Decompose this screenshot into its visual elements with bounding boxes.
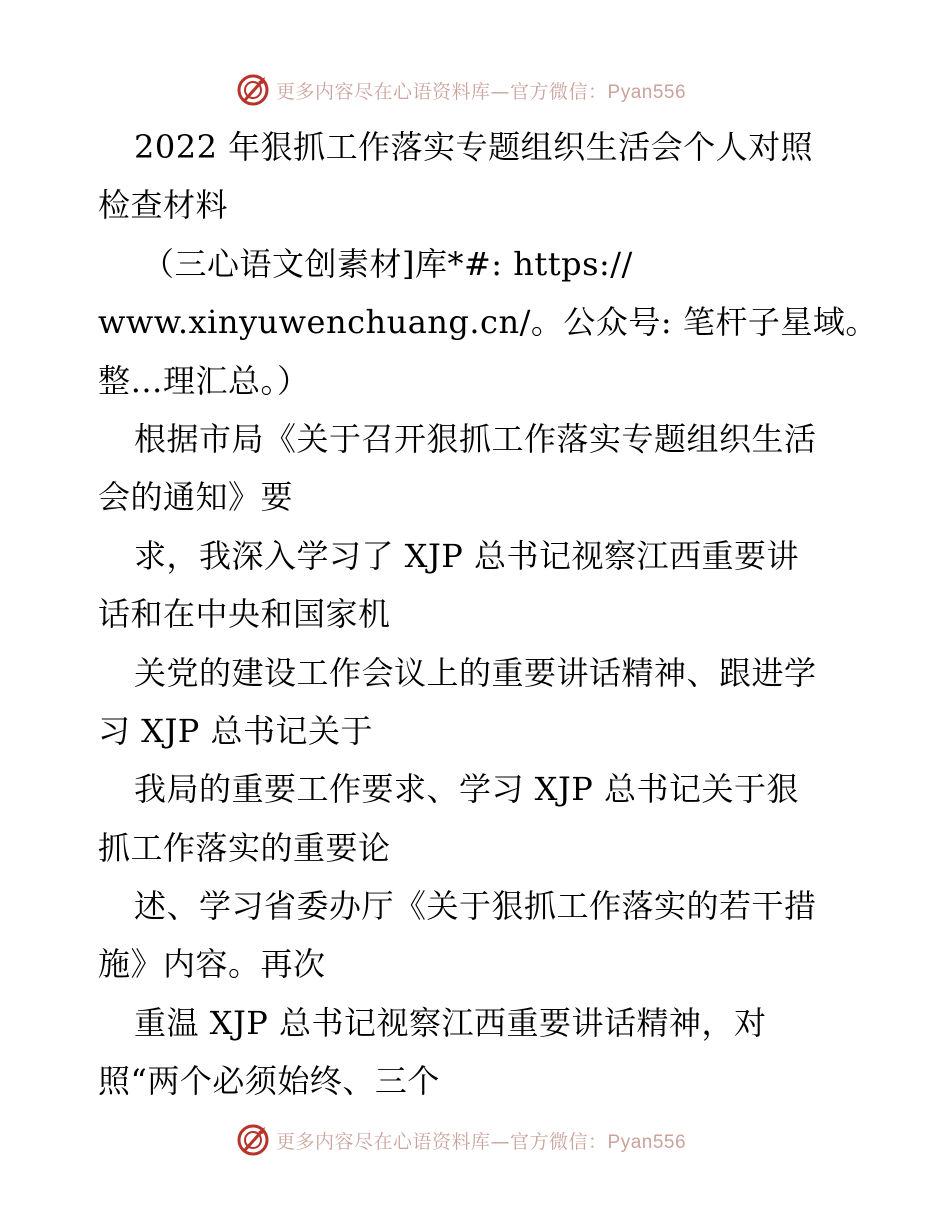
body-line: 施》内容。再次	[98, 945, 326, 984]
footer-watermark	[236, 1122, 686, 1158]
watermark-text: 更多内容尽在心语资料库—官方微信：Pyan556	[276, 1130, 687, 1153]
body-line: 抓工作落实的重要论	[98, 828, 391, 867]
source-note-line-2: www.xinyuwenchuang.cn/。公众号: 笔杆子星域。	[98, 303, 878, 342]
brand-logo-icon	[236, 73, 270, 107]
source-note-line-1: （三心语文创素材]库*#: https://	[142, 244, 633, 283]
title-line-2: 检查材料	[98, 186, 229, 225]
body-line: 述、学习省委办厅《关于狠抓工作落实的若干措	[134, 887, 817, 926]
body-line: 重温 XJP 总书记视察江西重要讲话精神，对	[134, 1003, 767, 1042]
body-line: 求，我深入学习了 XJP 总书记视察江西重要讲	[134, 536, 799, 575]
header-watermark	[236, 72, 686, 108]
title-line-1: 2022 年狠抓工作落实专题组织生活会个人对照	[134, 128, 814, 166]
body-line: 会的通知》要	[98, 478, 294, 517]
body-line: 关党的建设工作会议上的重要讲话精神、跟进学	[134, 653, 817, 692]
watermark-text: 更多内容尽在心语资料库—官方微信：Pyan556	[276, 80, 687, 103]
body-line: 话和在中央和国家机	[98, 595, 391, 634]
document-body	[98, 118, 878, 1111]
source-note-line-3: 整…理汇总。）	[98, 361, 310, 400]
brand-logo-icon	[236, 1123, 270, 1157]
body-line: 照“两个必须始终、三个	[98, 1062, 440, 1101]
body-line: 习 XJP 总书记关于	[98, 711, 373, 750]
body-line: 我局的重要工作要求、学习 XJP 总书记关于狠	[134, 770, 799, 809]
body-line: 根据市局《关于召开狠抓工作落实专题组织生活	[134, 419, 817, 458]
